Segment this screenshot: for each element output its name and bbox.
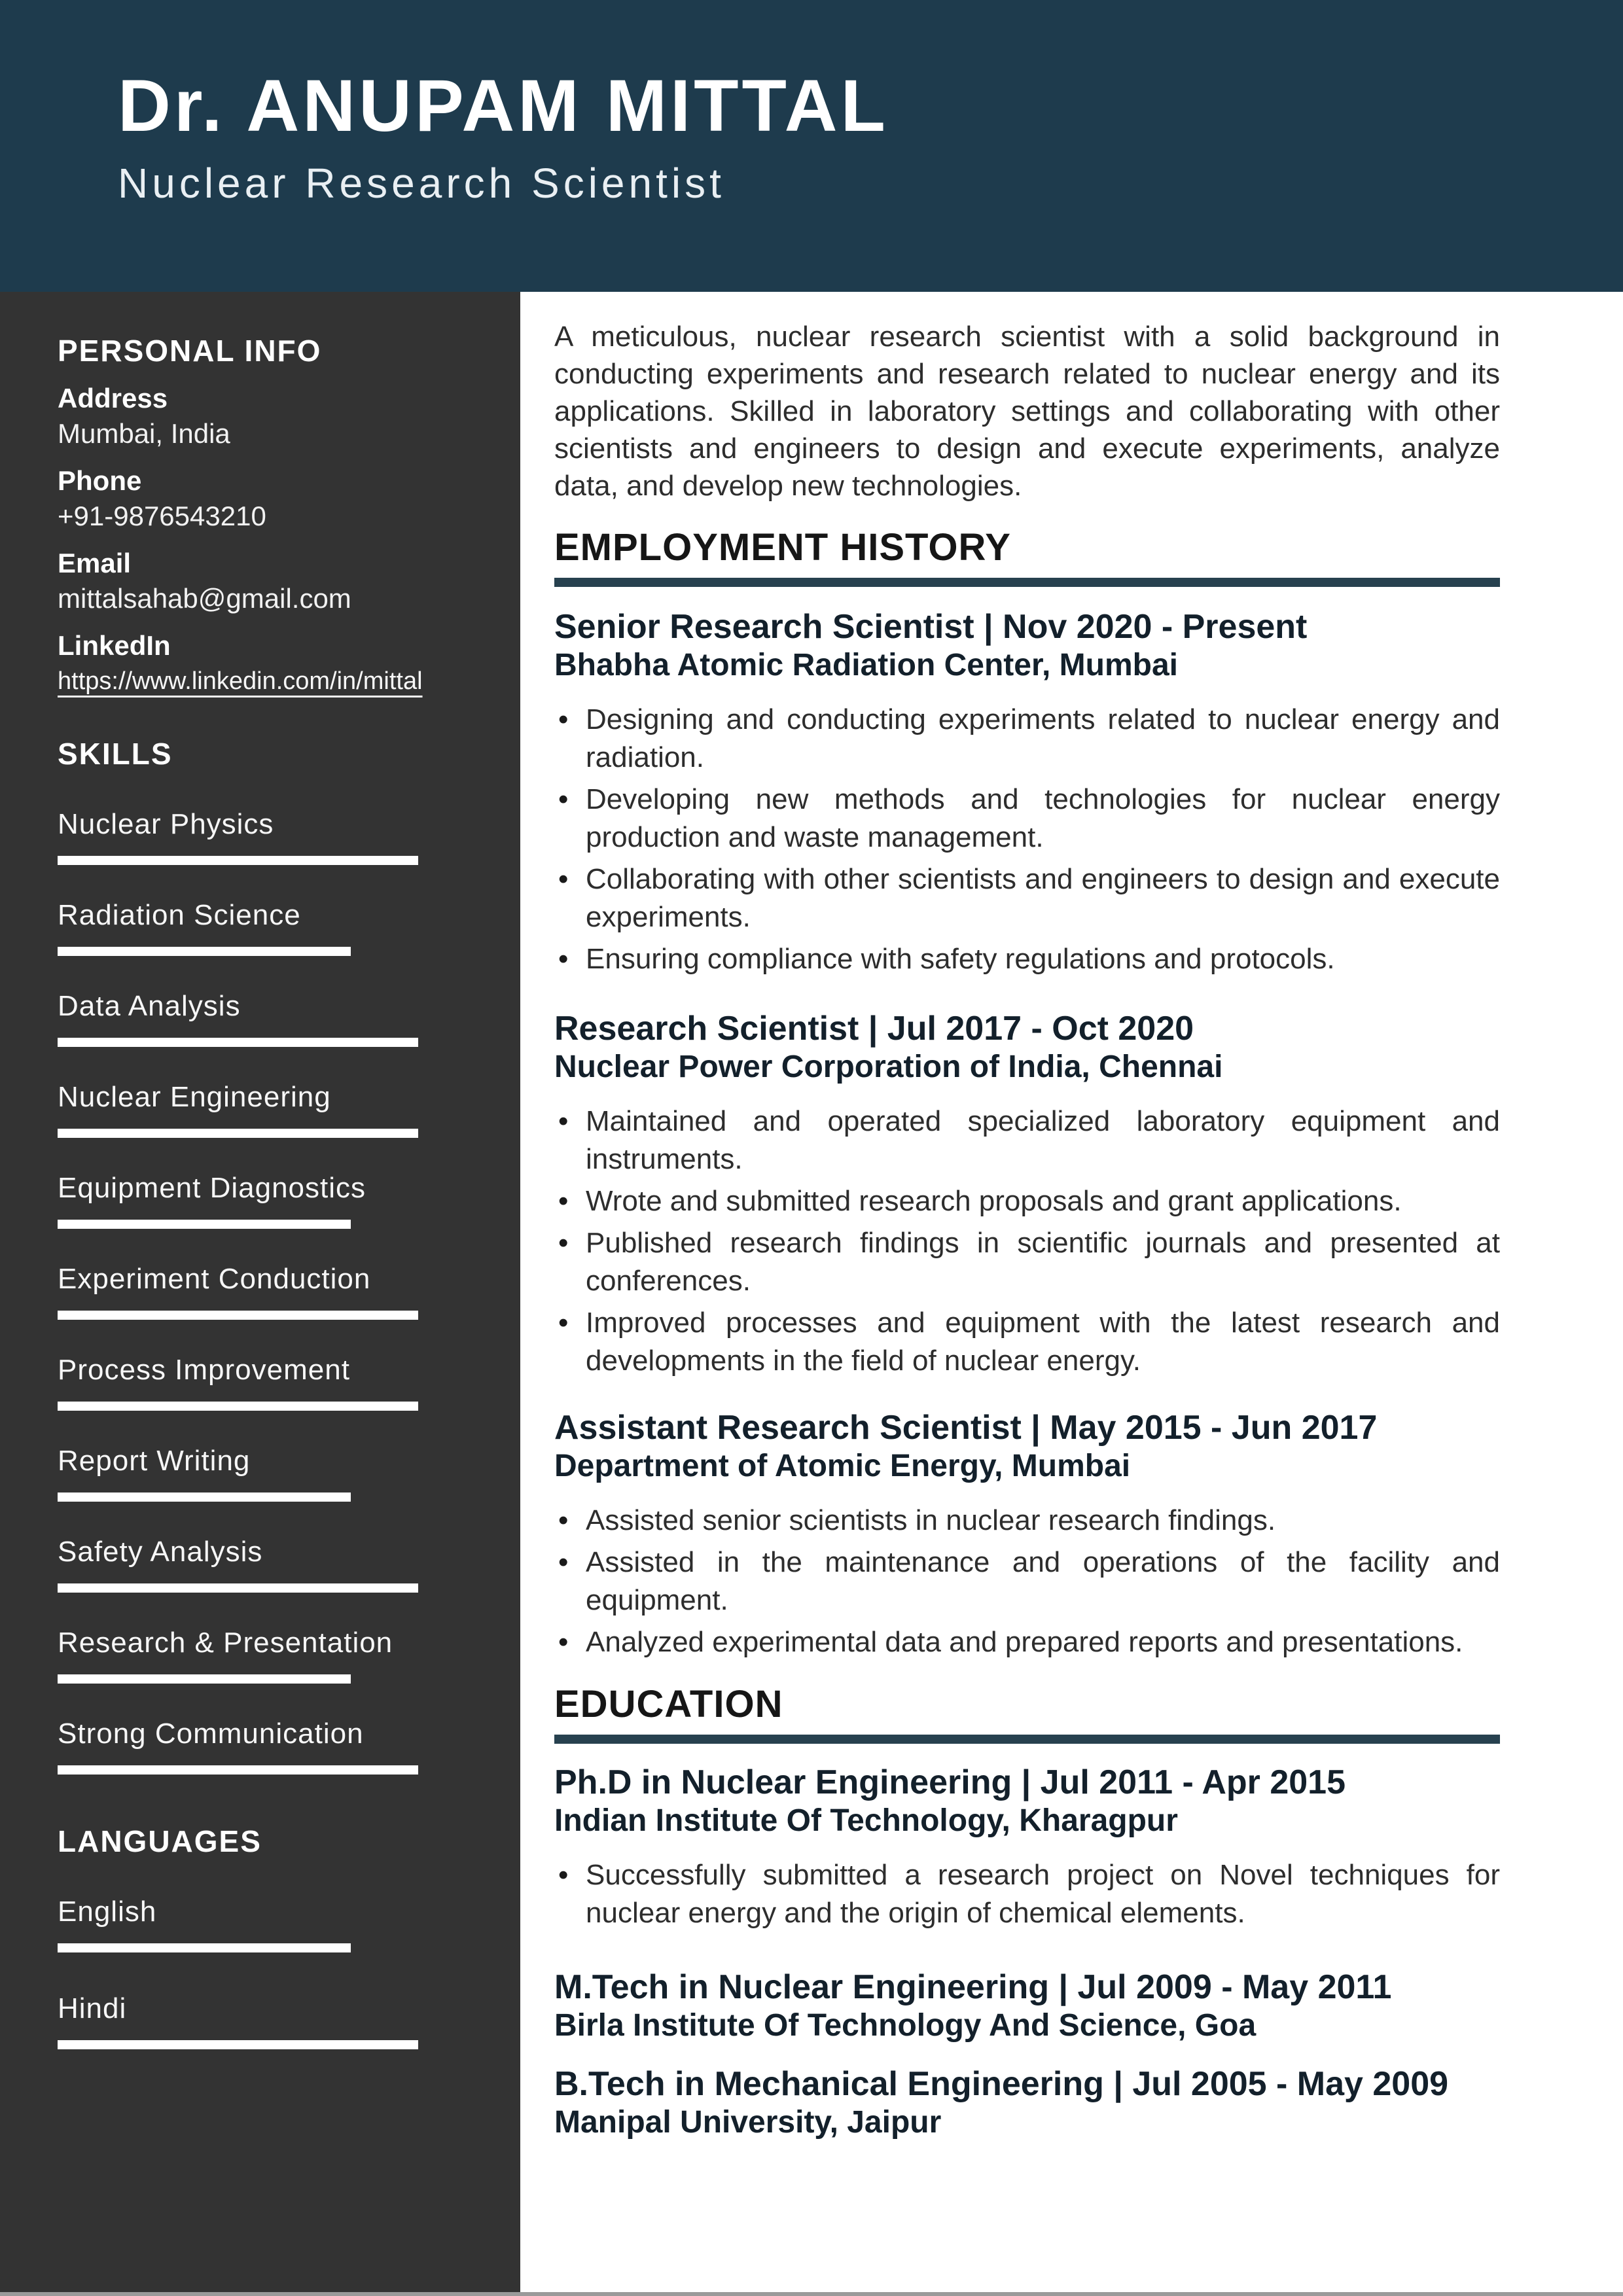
- linkedin-url-link[interactable]: https://www.linkedin.com/in/mittal: [58, 667, 423, 695]
- skill-name: Data Analysis: [58, 990, 241, 1022]
- profile-summary: A meticulous, nuclear research scientist with a solid background in conducting experiments and research related to nuclear energy and its applications. Skilled in laboratory settings and collaborating with other scientists and engineers to design and execute experiments, analyze data, and develop new technologies.: [554, 321, 1500, 502]
- skill-item-experiment-conduction: [58, 1262, 505, 1320]
- skill-item-safety-analysis: [58, 1535, 505, 1593]
- job-bullet-list: [554, 701, 1500, 978]
- skill-name: Report Writing: [58, 1445, 251, 1477]
- school-name: Indian Institute Of Technology, Kharagpur: [554, 1803, 1178, 1838]
- skill-level-bar: [58, 947, 418, 956]
- skill-name: Equipment Diagnostics: [58, 1172, 366, 1204]
- school-name: Manipal University, Jaipur: [554, 2105, 942, 2140]
- degree-title: Ph.D in Nuclear Engineering | Jul 2011 - Apr 2015: [554, 1763, 1346, 1801]
- language-level-fill: [58, 1943, 351, 1952]
- job-bullet-list: [554, 1103, 1500, 1380]
- school-name: Birla Institute Of Technology And Science, Goa: [554, 2008, 1257, 2043]
- bullet-item: • Wrote and submitted research proposals and grant applications.: [554, 1182, 1500, 1220]
- bullet-item: • Maintained and operated specialized laboratory equipment and instruments.: [554, 1103, 1500, 1178]
- candidate-job-title: Nuclear Research Scientist: [118, 160, 725, 207]
- language-level-fill: [58, 2040, 418, 2049]
- email-label: Email: [58, 548, 132, 578]
- language-name: English: [58, 1896, 157, 1928]
- bullet-item: • Collaborating with other scientists and engineers to design and execute experiments.: [554, 860, 1500, 936]
- language-level-bar: [58, 2040, 418, 2049]
- skill-level-fill: [58, 1129, 418, 1138]
- skill-item-report-writing: [58, 1444, 505, 1502]
- address-value: Mumbai, India: [58, 418, 230, 449]
- skill-item-equipment-diagnostics: [58, 1171, 505, 1229]
- skill-level-fill: [58, 856, 418, 865]
- bullet-item: • Improved processes and equipment with the latest research and developments in the field of nuclear energy.: [554, 1304, 1500, 1380]
- skill-level-fill: [58, 1583, 418, 1593]
- employment-section-rule: [554, 578, 1500, 587]
- skill-level-bar: [58, 1765, 418, 1775]
- education-heading: EDUCATION: [554, 1683, 783, 1725]
- skill-level-bar: [58, 1038, 418, 1047]
- education-entry-btech: [554, 2065, 1500, 2141]
- personal-info-item-address: [58, 382, 450, 450]
- bullet-item: • Successfully submitted a research project on Novel techniques for nuclear energy and the origin of chemical elements.: [554, 1856, 1500, 1932]
- skill-name: Nuclear Engineering: [58, 1081, 331, 1113]
- skill-level-fill: [58, 1765, 418, 1775]
- skill-level-bar: [58, 1129, 418, 1138]
- languages-heading: LANGUAGES: [58, 1824, 262, 1858]
- personal-info-heading: PERSONAL INFO: [58, 334, 322, 368]
- job-company: Bhabha Atomic Radiation Center, Mumbai: [554, 648, 1178, 682]
- skill-level-bar: [58, 1674, 418, 1684]
- skill-item-data-analysis: [58, 989, 505, 1047]
- language-item-english: [58, 1895, 505, 1952]
- job-entry-research-scientist: [554, 1010, 1500, 1380]
- header-banner: [0, 0, 1623, 292]
- bullet-item: • Assisted in the maintenance and operations of the facility and equipment.: [554, 1544, 1500, 1619]
- bullet-item: • Developing new methods and technologies for nuclear energy production and waste management.: [554, 781, 1500, 857]
- languages-list: [58, 1895, 505, 2049]
- job-title: Assistant Research Scientist | May 2015 - Jun 2017: [554, 1409, 1378, 1447]
- education-entry-mtech: [554, 1968, 1500, 2044]
- language-level-bar: [58, 1943, 418, 1952]
- personal-info-item-phone: [58, 465, 450, 533]
- page-bottom-edge: [0, 2292, 1623, 2296]
- bullet-item: • Analyzed experimental data and prepared reports and presentations.: [554, 1623, 1500, 1661]
- language-name: Hindi: [58, 1992, 127, 2024]
- degree-title: B.Tech in Mechanical Engineering | Jul 2005 - May 2009: [554, 2065, 1449, 2103]
- language-item-hindi: [58, 1992, 505, 2049]
- skill-name: Process Improvement: [58, 1354, 350, 1386]
- main-column: [520, 292, 1623, 2296]
- job-company: Department of Atomic Energy, Mumbai: [554, 1449, 1131, 1483]
- job-company: Nuclear Power Corporation of India, Chennai: [554, 1050, 1223, 1084]
- skill-item-radiation-science: [58, 898, 505, 956]
- skill-level-fill: [58, 947, 351, 956]
- education-section-rule: [554, 1735, 1500, 1744]
- bullet-item: • Assisted senior scientists in nuclear research findings.: [554, 1502, 1500, 1540]
- skills-list: [58, 807, 505, 1775]
- skill-level-fill: [58, 1220, 351, 1229]
- skill-level-bar: [58, 1583, 418, 1593]
- skill-item-process-improvement: [58, 1353, 505, 1411]
- education-bullet-list: [554, 1856, 1500, 1932]
- skill-level-bar: [58, 1492, 418, 1502]
- bullet-item: • Ensuring compliance with safety regulations and protocols.: [554, 940, 1500, 978]
- phone-value: +91-9876543210: [58, 501, 266, 531]
- skill-level-fill: [58, 1492, 351, 1502]
- skill-item-nuclear-physics: [58, 807, 505, 865]
- skill-name: Research & Presentation: [58, 1627, 393, 1659]
- skill-item-strong-communication: [58, 1717, 505, 1775]
- skill-name: Experiment Conduction: [58, 1263, 371, 1295]
- address-label: Address: [58, 383, 168, 414]
- skill-level-bar: [58, 856, 418, 865]
- skill-level-fill: [58, 1674, 351, 1684]
- skills-heading: SKILLS: [58, 737, 173, 771]
- skill-item-research-presentation: [58, 1626, 505, 1684]
- job-title: Senior Research Scientist | Nov 2020 - Present: [554, 608, 1308, 646]
- skill-level-bar: [58, 1402, 418, 1411]
- personal-info-item-email: [58, 547, 450, 615]
- skill-level-fill: [58, 1311, 418, 1320]
- job-entry-assistant-research-scientist: [554, 1409, 1500, 1661]
- education-entry-phd: [554, 1763, 1500, 1932]
- bullet-item: • Published research findings in scientific journals and presented at conferences.: [554, 1224, 1500, 1300]
- skill-level-fill: [58, 1402, 418, 1411]
- sidebar: [0, 292, 520, 2296]
- skill-name: Safety Analysis: [58, 1536, 263, 1568]
- phone-label: Phone: [58, 465, 142, 496]
- job-title: Research Scientist | Jul 2017 - Oct 2020: [554, 1010, 1194, 1048]
- email-value: mittalsahab@gmail.com: [58, 583, 351, 614]
- skill-level-bar: [58, 1220, 418, 1229]
- skill-level-fill: [58, 1038, 418, 1047]
- job-entry-senior-research-scientist: [554, 608, 1500, 978]
- employment-history-heading: EMPLOYMENT HISTORY: [554, 526, 1011, 569]
- candidate-name: Dr. ANUPAM MITTAL: [118, 65, 889, 147]
- skill-name: Strong Communication: [58, 1718, 364, 1750]
- personal-info-item-linkedin: [58, 629, 450, 698]
- skill-name: Nuclear Physics: [58, 808, 274, 840]
- bullet-item: • Designing and conducting experiments related to nuclear energy and radiation.: [554, 701, 1500, 777]
- linkedin-label: LinkedIn: [58, 630, 171, 661]
- skill-level-bar: [58, 1311, 418, 1320]
- degree-title: M.Tech in Nuclear Engineering | Jul 2009 - May 2011: [554, 1968, 1392, 2006]
- job-bullet-list: [554, 1502, 1500, 1661]
- skill-name: Radiation Science: [58, 899, 301, 931]
- skill-item-nuclear-engineering: [58, 1080, 505, 1138]
